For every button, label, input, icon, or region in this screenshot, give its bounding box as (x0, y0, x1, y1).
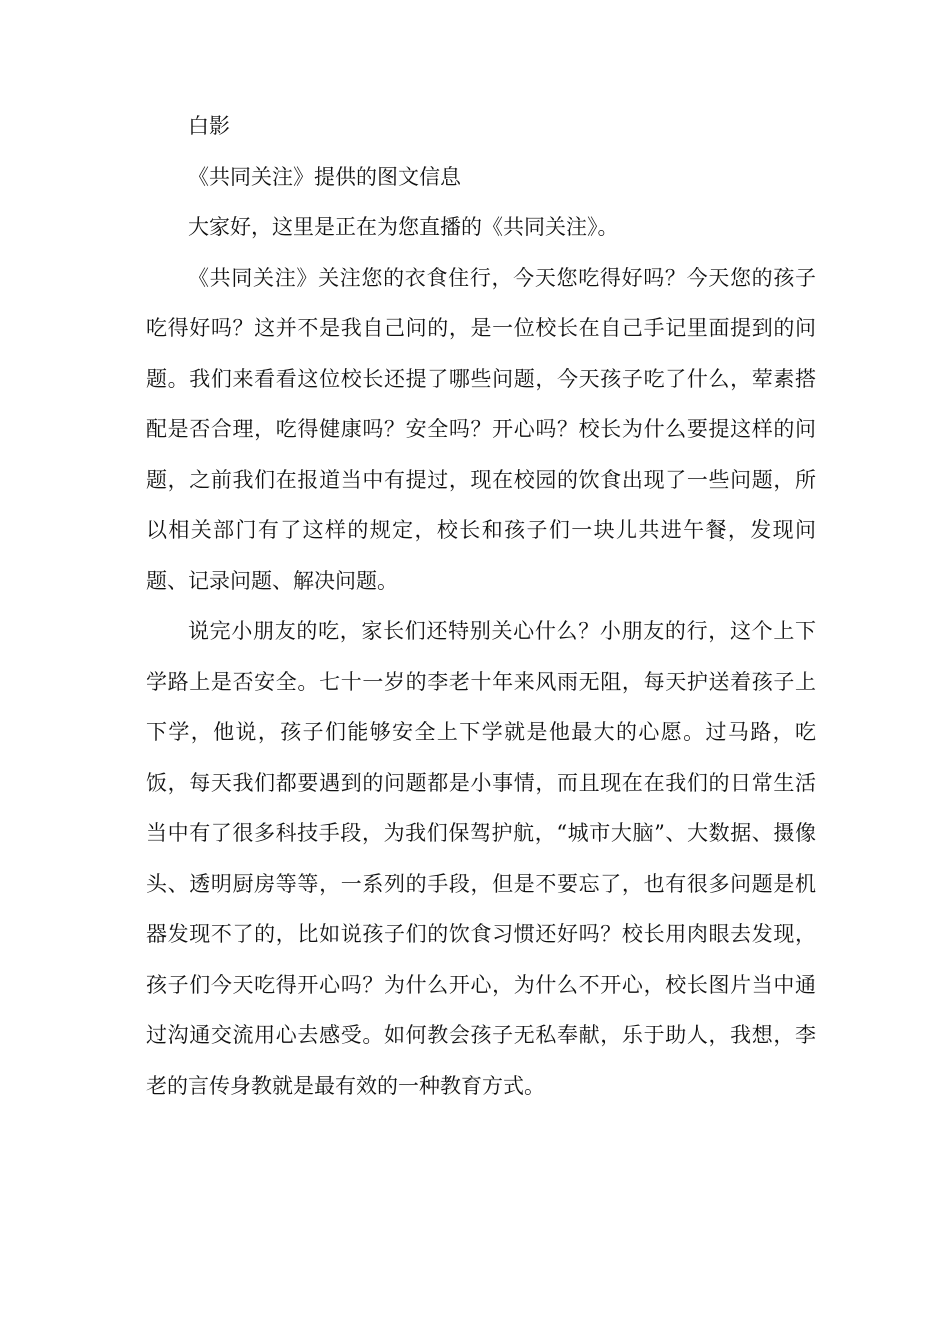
paragraph-school-commute: 说完小朋友的吃，家长们还特别关心什么？小朋友的行，这个上下学路上是否安全。七十一岁的李老十年来风雨无阻，每天护送着孩子上下学，他说，孩子们能够安全上下学就是他最大的心愿。过马路，吃饭，每天我们都要遇到的问题都是小事情，而且现在在我们的日常生活当中有了很多科技手段，为我们保驾护航，“城市大脑”、大数据、摄像头、透明厨房等等，一系列的手段，但是不要忘了，也有很多问题是机器发现不了的，比如说孩子们的饮食习惯还好吗？校长用肉眼去发现，孩子们今天吃得开心吗？为什么开心，为什么不开心，校长图片当中通过沟通交流用心去感受。如何教会孩子无私奉献，乐于助人，我想，李老的言传身教就是最有效的一种教育方式。 (146, 619, 816, 1098)
source-line: 《共同关注》提供的图文信息 (188, 164, 461, 189)
paragraph-school-meals: 《共同关注》关注您的衣食住行，今天您吃得好吗？今天您的孩子吃得好吗？这并不是我自己问的，是一位校长在自己手记里面提到的问题。我们来看看这位校长还提了哪些问题，今天孩子吃了什么，荤素搭配是否合理，吃得健康吗？安全吗？开心吗？校长为什么要提这样的问题，之前我们在报道当中有提过，现在校园的饮食出现了一些问题，所以相关部门有了这样的规定，校长和孩子们一块儿共进午餐，发现问题、记录问题、解决问题。 (146, 265, 816, 593)
author-line: 白影 (188, 114, 230, 138)
paragraph-greeting: 大家好，这里是正在为您直播的《共同关注》。 (188, 215, 619, 239)
document-body (146, 101, 816, 1111)
